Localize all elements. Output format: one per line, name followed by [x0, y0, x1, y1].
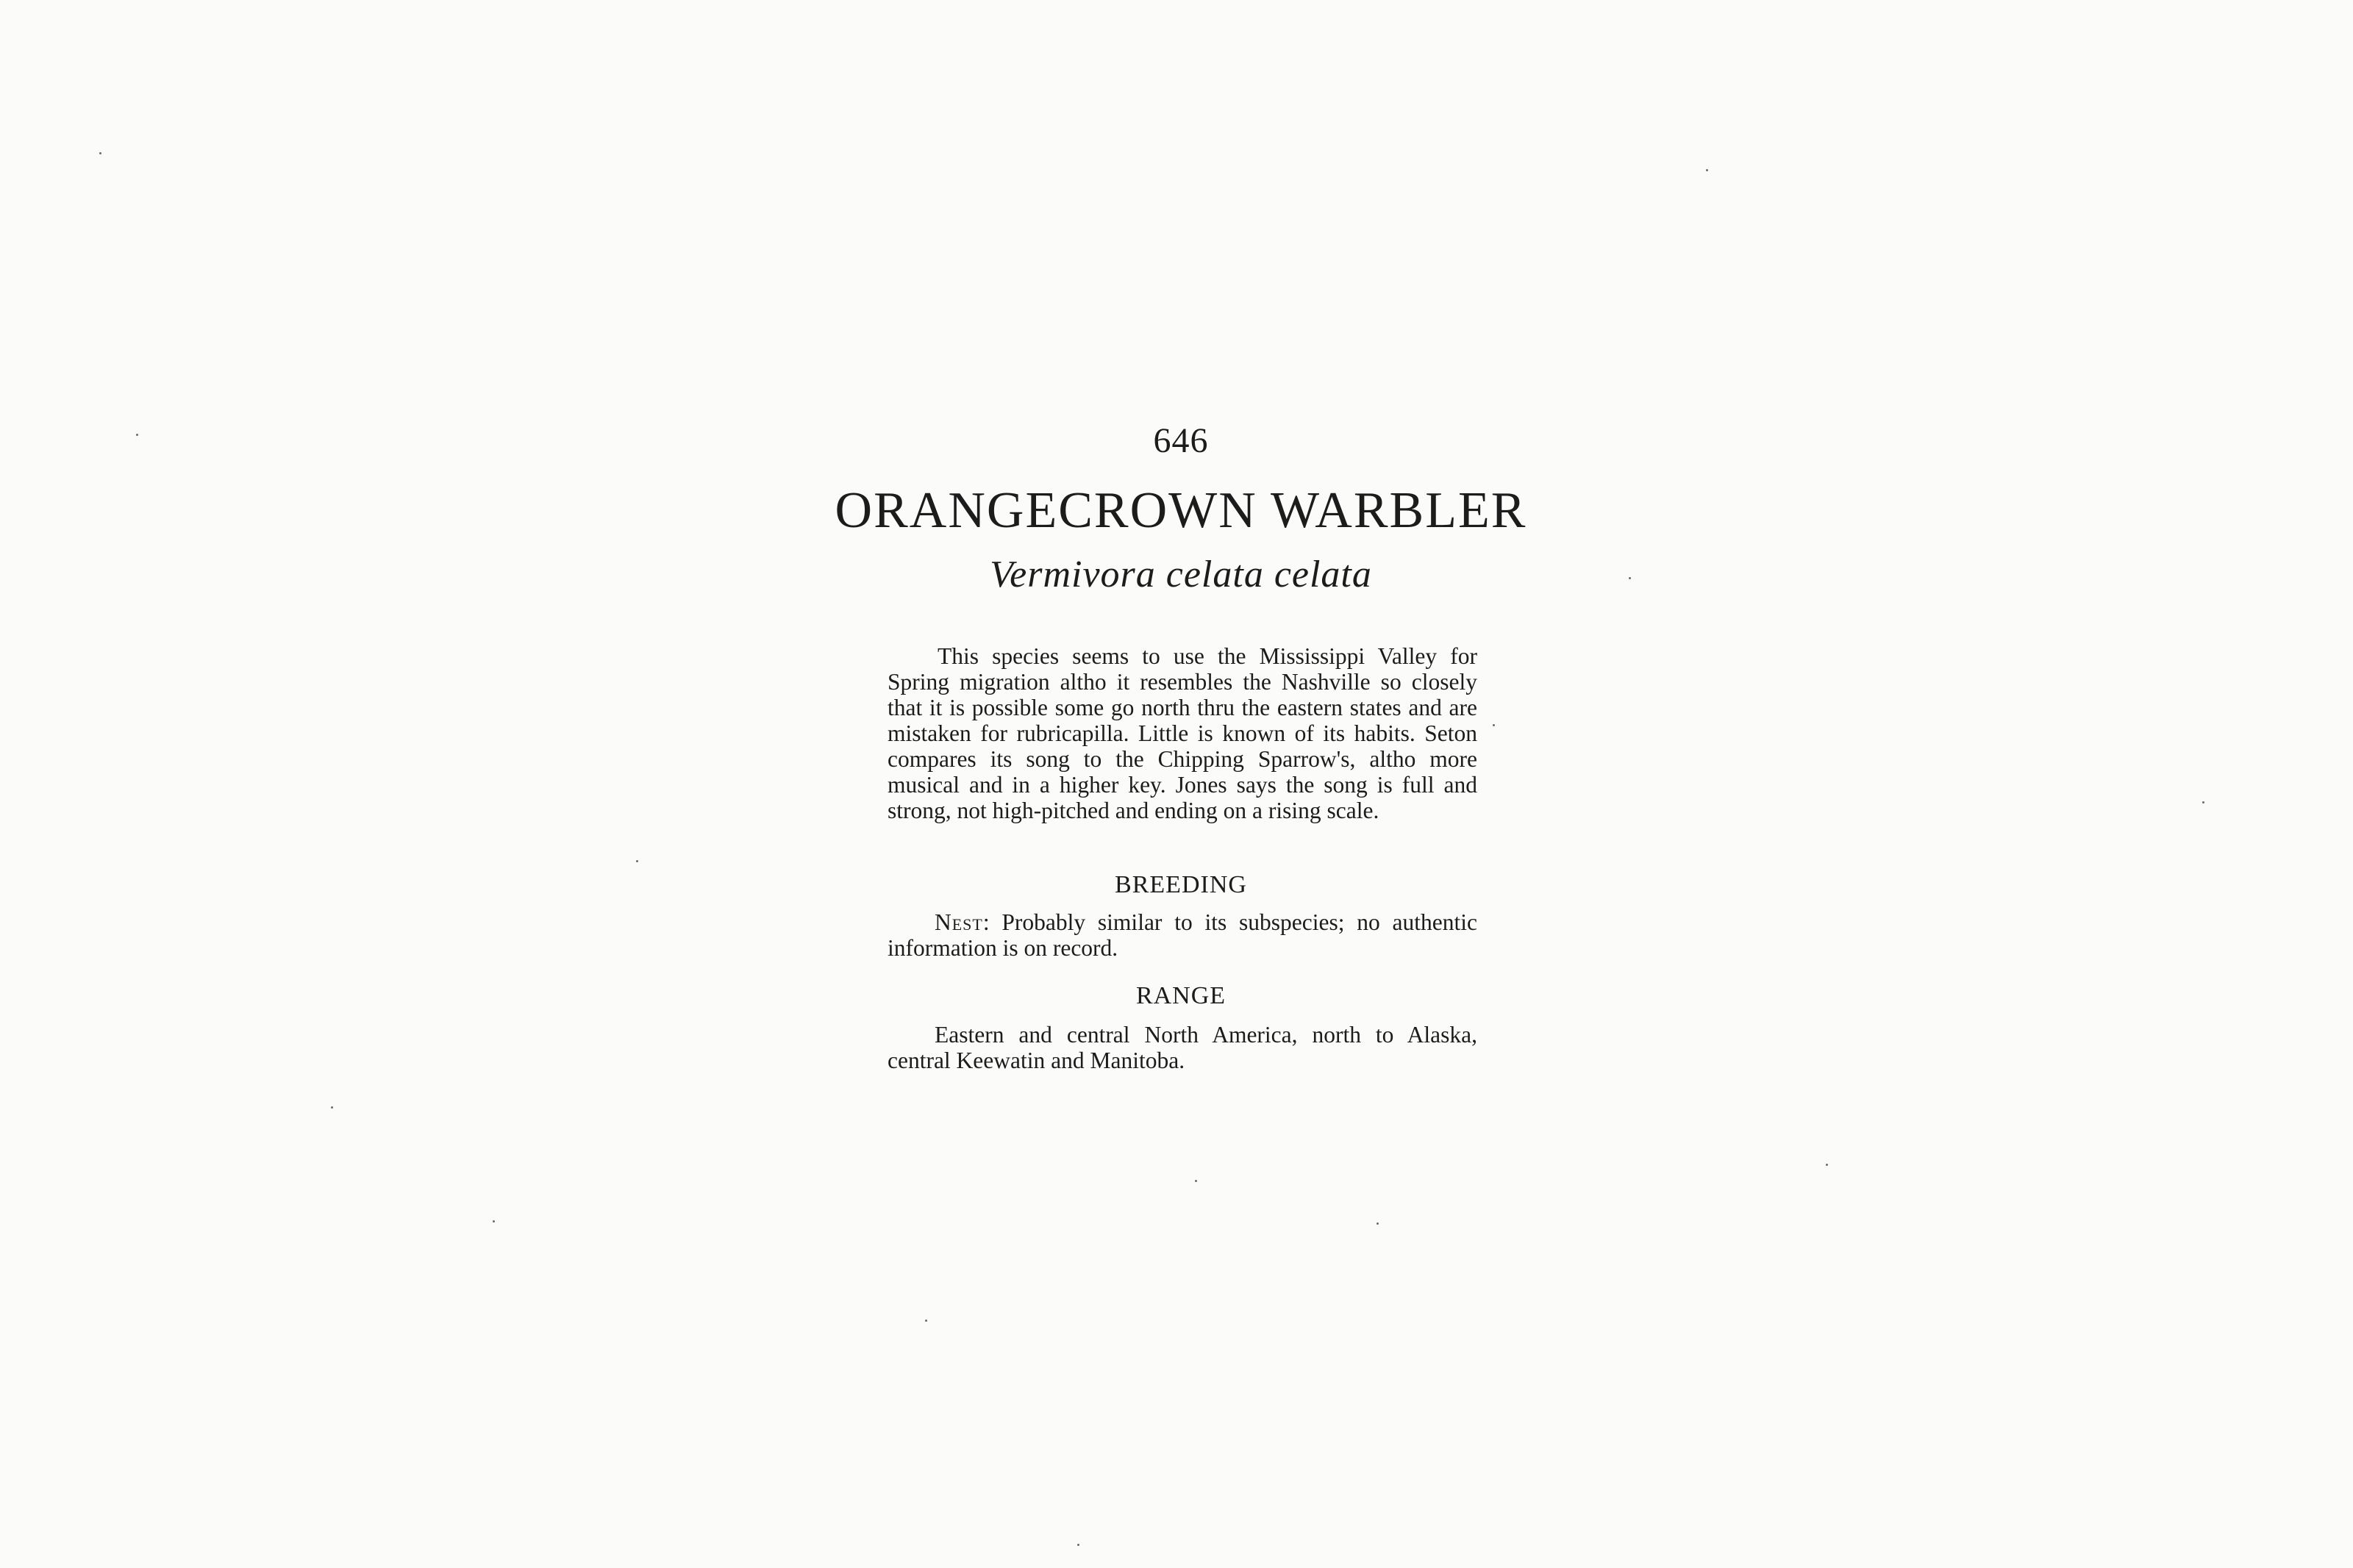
breeding-heading: BREEDING: [1115, 871, 1247, 898]
paper-speck: [1493, 724, 1495, 726]
paper-speck: [2202, 801, 2204, 803]
paper-speck: [1826, 1164, 1828, 1166]
scientific-name: Vermivora celata celata: [990, 554, 1372, 595]
paper-speck: [493, 1220, 495, 1222]
nest-separator: :: [982, 909, 1002, 935]
paper-speck: [331, 1106, 333, 1109]
common-name-title: ORANGECROWN WARBLER: [835, 482, 1527, 539]
paper-speck: [925, 1320, 927, 1322]
nest-paragraph: [888, 909, 1477, 961]
range-heading: RANGE: [1135, 982, 1227, 1009]
paper-speck: [1195, 1180, 1197, 1182]
paper-speck: [1377, 1222, 1379, 1225]
plate-number: 646: [1153, 421, 1209, 460]
paper-speck: [99, 152, 101, 154]
nest-text: Probably similar to its subspecies; no authentic information is on record.: [888, 909, 1477, 961]
paper-speck: [636, 860, 638, 862]
range-paragraph: Eastern and central North America, north to Alaska, central Keewatin and Manitoba.: [888, 1022, 1477, 1073]
description-paragraph: This species seems to use the Mississippi Valley for Spring migration altho it resembles the Nashville so closely that it is possible some go north thru the eastern states and are mistaken for rubricapilla. Little is known of its habits. Seton compares its song to the Chipping Sparrow's, altho more musical and in a higher key. Jones says the song is full and strong, not high-pitched and ending on a rising scale.: [888, 643, 1477, 823]
nest-label: Nest: [935, 909, 983, 935]
paper-speck: [1706, 169, 1708, 171]
paper-speck: [1077, 1544, 1079, 1546]
